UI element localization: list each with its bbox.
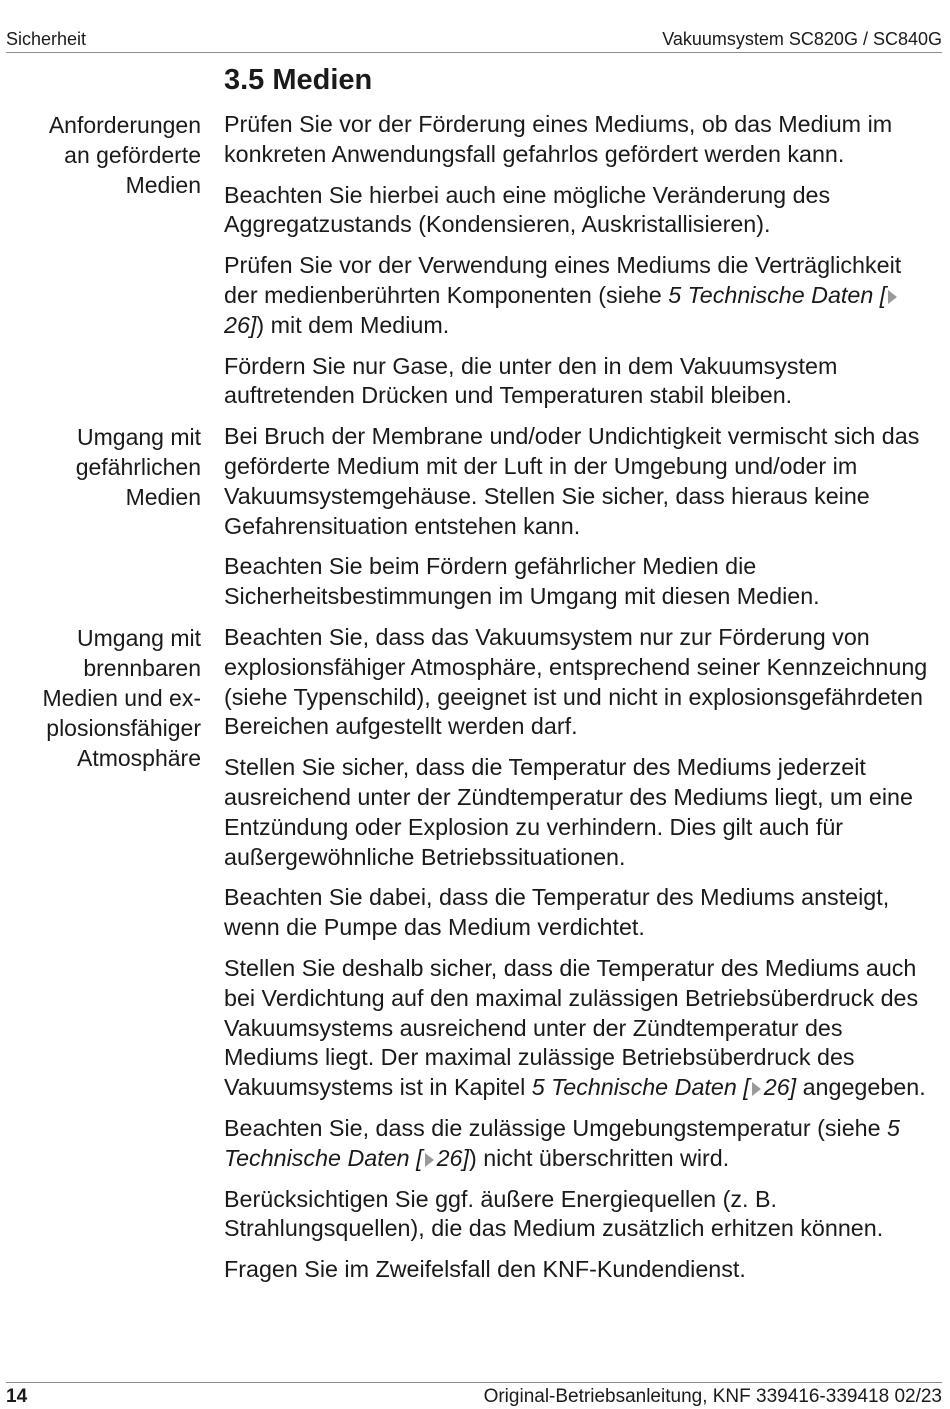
margin-label-line: Medien	[125, 172, 201, 198]
paragraph-text: Stellen Sie deshalb sicher, dass die Temperatur des Mediums auch bei Verdichtung auf den maximal zulässigen Betriebsüberdruck des Vakuumsystems ausreichend unter der Zündtemperatur des Mediums liegt. Der maximal zulässige Betriebsüberdruck des Vakuumsystems ist in Kapitel	[224, 954, 919, 1101]
margin-label-line: plosionsfähiger	[46, 714, 201, 741]
triangle-right-icon	[888, 290, 897, 304]
body-paragraph	[224, 552, 936, 612]
page-header	[6, 28, 942, 53]
triangle-right-icon	[425, 1153, 434, 1167]
body-paragraph	[224, 954, 936, 1103]
body-paragraph	[224, 181, 936, 241]
body-paragraph	[224, 1255, 936, 1285]
body-paragraph	[224, 1114, 936, 1174]
body-paragraph	[224, 623, 936, 742]
paragraph-text: Berücksichtigen Sie ggf. äußere Energiequellen (z. B. Strahlungsquellen), die das Medium zusätzlich erhitzen können.	[224, 1185, 884, 1242]
paragraph-text: ) mit dem Medium.	[256, 311, 450, 338]
header-product: Vakuumsystem SC820G / SC840G	[662, 29, 942, 49]
section-title: 3.5 Medien	[224, 64, 373, 96]
content-block	[0, 422, 950, 623]
body-paragraph	[224, 753, 936, 872]
margin-label	[0, 422, 201, 512]
paragraph-text: Prüfen Sie vor der Förderung eines Mediums, ob das Medium im konkreten Anwendungsfall gefahrlos gefördert werden kann.	[224, 111, 893, 167]
paragraph-text: angegeben.	[796, 1074, 926, 1101]
body-paragraph	[224, 251, 936, 340]
body-column	[224, 422, 936, 623]
cross-reference-text: 5 Technische Daten [	[531, 1074, 750, 1101]
paragraph-text: Beachten Sie dabei, dass die Temperatur des Mediums ansteigt, wenn die Pumpe das Medium verdichtet.	[224, 884, 890, 941]
paragraph-text: Beachten Sie beim Fördern gefährlicher Medien die Sicherheitsbestimmungen im Umgang mit diesen Medien.	[224, 553, 820, 610]
paragraph-text: Fördern Sie nur Gase, die unter den in dem Vakuumsystem auftretenden Drücken und Temperaturen stabil bleiben.	[224, 352, 838, 409]
paragraph-text: Bei Bruch der Membrane und/oder Undichtigkeit vermischt sich das geförderte Medium mit der Luft in der Umgebung und/oder im Vakuumsystemgehäuse. Stellen Sie sicher, dass hieraus keine Gefahrensituation entstehen kann.	[224, 423, 920, 539]
body-paragraph	[224, 1185, 936, 1245]
margin-label-line: Anforderungen	[48, 112, 201, 138]
cross-reference-page: 26]	[436, 1144, 469, 1171]
margin-label	[0, 110, 201, 200]
margin-label	[0, 623, 201, 773]
page-number: 14	[6, 1386, 28, 1407]
margin-label-line: Umgang mit	[77, 624, 201, 651]
cross-reference-page: 26]	[224, 311, 257, 338]
document-reference: Original-Betriebsanleitung, KNF 339416-339418 02/23	[483, 1386, 942, 1407]
margin-label-line: Medien	[125, 484, 201, 511]
paragraph-text: Beachten Sie, dass die zulässige Umgebungstemperatur (siehe	[224, 1114, 888, 1141]
body-column	[224, 623, 936, 1296]
cross-reference-text: 5 Technische Daten [	[668, 281, 887, 308]
cross-reference-text: 5 Technische Daten [	[224, 1114, 901, 1171]
paragraph-text: ) nicht überschritten wird.	[468, 1144, 730, 1171]
margin-label-line: Atmosphäre	[76, 744, 201, 771]
paragraph-text: Fragen Sie im Zweifelsfall den KNF-Kundendienst.	[224, 1256, 746, 1283]
triangle-right-icon	[752, 1082, 761, 1096]
body-paragraph	[224, 110, 936, 170]
margin-label-line: gefährlichen	[75, 454, 201, 481]
header-section: Sicherheit	[6, 29, 87, 49]
content-block	[0, 623, 950, 1296]
margin-label-line: an geförderte	[64, 142, 201, 168]
body-paragraph	[224, 352, 936, 412]
paragraph-text: Beachten Sie, dass das Vakuumsystem nur zur Förderung von explosionsfähiger Atmosphäre, entsprechend seiner Kennzeichnung (siehe Typenschild), geeignet ist und nicht in explosionsgefährdeten Bereichen aufgestellt werden darf.	[224, 623, 928, 740]
paragraph-text: Stellen Sie sicher, dass die Temperatur des Mediums jederzeit ausreichend unter der Zündtemperatur des Mediums liegt, um eine Entzündung oder Explosion zu verhindern. Dies gilt auch für außergewöhnliche Betriebssituationen.	[224, 754, 913, 870]
page-footer	[6, 1382, 942, 1407]
margin-label-line: brennbaren	[83, 654, 201, 681]
body-paragraph	[224, 422, 936, 541]
margin-label-line: Umgang mit	[77, 424, 201, 451]
section-content	[0, 110, 950, 1296]
cross-reference-page: 26]	[763, 1074, 797, 1101]
body-column	[224, 110, 936, 422]
cross-reference-link[interactable]	[532, 1074, 796, 1100]
margin-label-line: Medien und ex-	[42, 684, 201, 711]
content-block	[0, 110, 950, 422]
body-paragraph	[224, 883, 936, 943]
paragraph-text: Beachten Sie hierbei auch eine mögliche Veränderung des Aggregatzustands (Kondensieren, Auskristallisieren).	[224, 181, 831, 238]
paragraph-text: Prüfen Sie vor der Verwendung eines Mediums die Verträglichkeit der medienberührten Komponenten (siehe	[224, 252, 902, 308]
